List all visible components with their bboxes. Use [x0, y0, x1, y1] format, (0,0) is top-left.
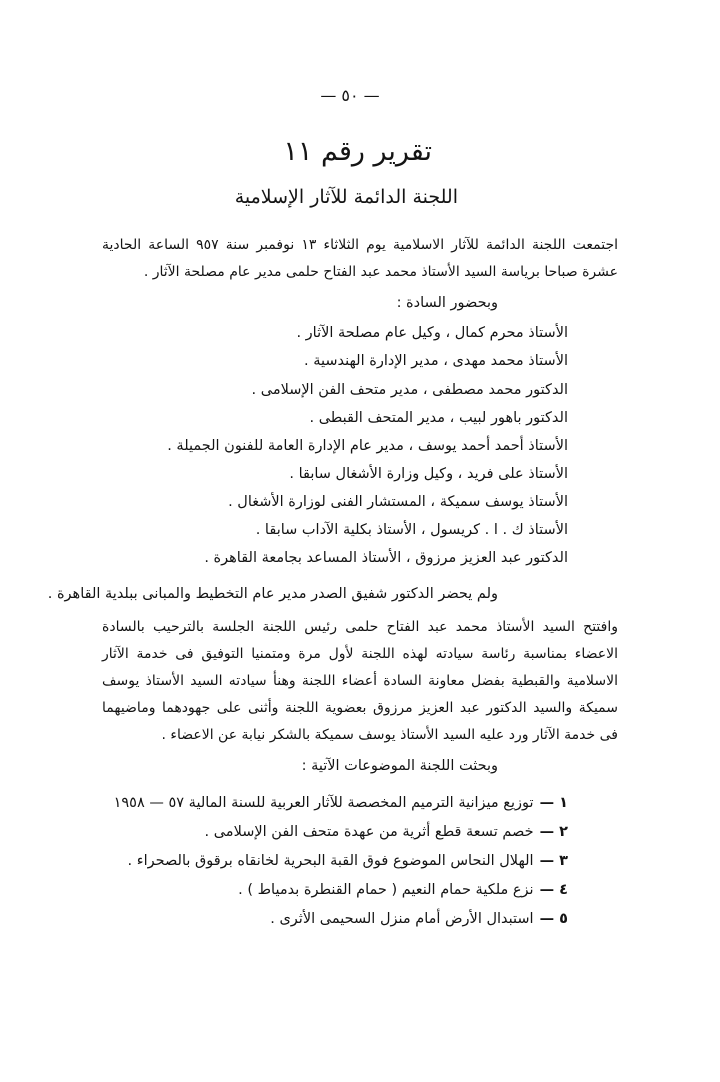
topic-text: الهلال النحاس الموضوع فوق القبة البحرية لخانقاه برقوق بالصحراء . [127, 853, 534, 869]
topic-number: ٢ — [539, 824, 568, 840]
page-number: — ٥٠ — [320, 86, 380, 105]
topic-item [270, 911, 568, 927]
topic-item [128, 853, 568, 869]
topic-number: ٤ — [539, 882, 568, 898]
topic-item [238, 882, 568, 898]
topic-number: ٥ — [539, 911, 568, 927]
attendee-line: الدكتور محمد مصطفى ، مدير متحف الفن الإسلامى . [251, 382, 568, 398]
topic-number: ١ — [539, 795, 568, 811]
topic-text: توزيع ميزانية الترميم المخصصة للآثار العربية للسنة المالية ٥٧ — ١٩٥٨ [113, 795, 534, 811]
attendee-line: الأستاذ يوسف سميكة ، المستشار الفنى لوزارة الأشغال . [228, 494, 568, 510]
opening-paragraph: اجتمعت اللجنة الدائمة للآثار الاسلامية يوم الثلاثاء ١٣ نوفمبر سنة ٩٥٧ الساعة الحادية عشرة صباحا برياسة السيد الأستاذ محمد عبد الفتاح حلمى مدير عام مصلحة الآثار . [102, 237, 618, 280]
committee-name: اللجنة الدائمة للآثار الإسلامية [234, 186, 458, 208]
topic-text: استبدال الأرض أمام منزل السحيمى الأثرى . [270, 911, 534, 927]
attendee-line: الأستاذ ك . ا . كريسول ، الأستاذ بكلية الآداب سابقا . [255, 522, 568, 538]
session-paragraph: وافتتح السيد الأستاذ محمد عبد الفتاح حلمى رئيس اللجنة الجلسة بالترحيب بالسادة الاعضاء بمناسبة رئاسة سيادته لهذه اللجنة لأول مرة ومتمنيا التوفيق فى خدمة الآثار الاسلامية والقبطية بفضل معاونة السادة أعضاء اللجنة وهنأ سيادته السيد الأستاذ يوسف سميكة والسيد الدكتور عبد العزيز مرزوق بعضوية اللجنة وأثنى على جهودهما وماضيهما فى خدمة الآثار ورد عليه السيد الأستاذ يوسف سميكة بالشكر نيابة عن الاعضاء . [102, 619, 618, 743]
attendee-line: الأستاذ أحمد أحمد يوسف ، مدير عام الإدارة العامة للفنون الجميلة . [167, 438, 568, 454]
topic-number: ٣ — [539, 853, 568, 869]
attendee-line: الأستاذ على فريد ، وكيل وزارة الأشغال سابقا . [289, 466, 568, 482]
topic-text: خصم تسعة قطع أثرية من عهدة متحف الفن الإسلامى . [204, 824, 534, 840]
attendee-line: الدكتور عبد العزيز مرزوق ، الأستاذ المساعد بجامعة القاهرة . [204, 550, 568, 566]
topic-item [205, 824, 569, 840]
attendee-line: الأستاذ محمد مهدى ، مدير الإدارة الهندسية . [304, 353, 568, 369]
topic-item [114, 795, 568, 811]
absence-note: ولم يحضر الدكتور شفيق الصدر مدير عام التخطيط والمبانى ببلدية القاهرة . [47, 586, 498, 602]
topic-text: نزع ملكية حمام النعيم ( حمام القنطرة بدمياط ) . [238, 882, 534, 898]
report-title: تقرير رقم ١١ [283, 136, 432, 167]
attendance-intro: وبحضور السادة : [396, 295, 498, 311]
attendee-line: الدكتور باهور لبيب ، مدير المتحف القبطى . [309, 410, 568, 426]
attendee-line: الأستاذ محرم كمال ، وكيل عام مصلحة الآثار . [296, 325, 568, 341]
topics-intro: وبحثت اللجنة الموضوعات الآتية : [301, 758, 498, 774]
